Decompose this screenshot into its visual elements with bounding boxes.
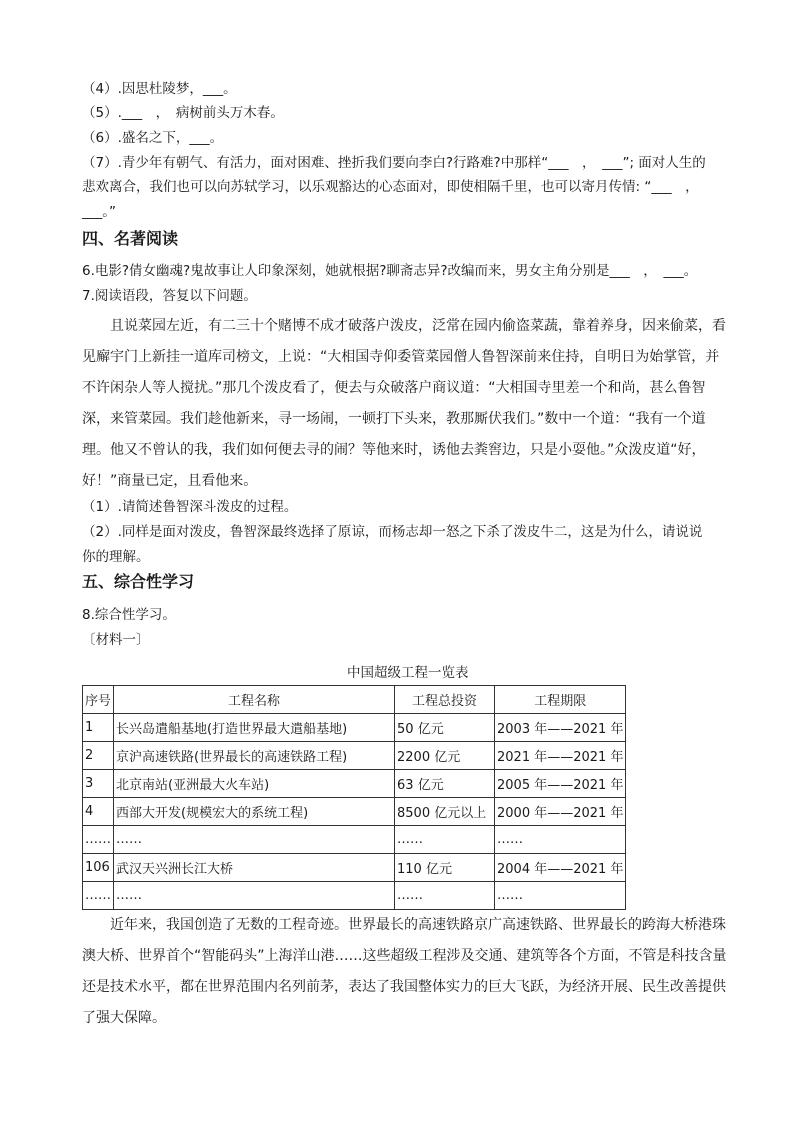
table-cell: ……	[83, 882, 114, 910]
question-7-1: （1）.请简述鲁智深斗泼皮的过程。	[82, 499, 298, 515]
poem-item-6: （6）.盛名之下，___。	[82, 130, 224, 146]
table-cell: 2004 年——2021 年	[495, 854, 626, 882]
paragraph-line: 澳大桥、世界首个“智能码头”上海洋山港……这些超级工程涉及交通、建筑等各个方面，不管是科技含量	[82, 948, 727, 964]
question-7: 7.阅读语段，答复以下问题。	[82, 288, 257, 304]
table-row	[83, 770, 626, 798]
table-cell: 2	[83, 742, 114, 770]
table-row	[83, 826, 626, 854]
column-header: 工程总投资	[395, 686, 495, 714]
table-header-row	[83, 686, 626, 714]
projects-table	[82, 685, 626, 910]
paragraph-line: 还是技术水平，都在世界范围内名列前茅，表达了我国整体实力的巨大飞跃，为经济开展、民生改善提供	[82, 979, 726, 995]
passage-line: 见廨宇门上新挂一道库司榜文，上说：“大相国寺仰委管菜园僧人鲁智深前来住持，自明日为始掌管，并	[82, 349, 720, 365]
closing-paragraph	[82, 915, 727, 1039]
table-cell: 106	[83, 854, 114, 882]
column-header: 序号	[83, 686, 114, 714]
table-cell: ……	[114, 826, 395, 854]
table-cell: 2021 年——2021 年	[495, 742, 626, 770]
table-cell: 武汉天兴洲长江大桥	[114, 854, 395, 882]
table-row	[83, 798, 626, 826]
reading-passage	[82, 316, 726, 502]
table-cell: ……	[495, 882, 626, 910]
paragraph-line: 近年来，我国创造了无数的工程奇迹。世界最长的高速铁路京广高速铁路、世界最长的跨海大桥港珠	[110, 917, 726, 933]
passage-line: 理。他又不曾认的我，我们如何便去寻的闹？等他来时，诱他去粪窖边，只是小耍他。”众泼皮道“好，	[82, 442, 706, 458]
table-caption: 中国超级工程一览表	[347, 665, 469, 681]
material-label: 〔材料一〕	[82, 632, 150, 648]
table-cell: 长兴岛遣船基地(打造世界最大遣船基地)	[114, 714, 395, 742]
poem-item-7: （7）.青少年有朝气、有活力，面对困难、挫折我们要向李白?行路难?中那样“___ ， ___”; 面对人生的	[82, 155, 706, 171]
question-7-2: （2）.同样是面对泼皮，鲁智深最终选择了原谅，而杨志却一怒之下杀了泼皮牛二，这是为什么，请说说	[82, 524, 703, 540]
poem-item-7-line3: ___。”	[82, 204, 116, 220]
table-cell: 2200 亿元	[395, 742, 495, 770]
passage-line: 且说菜园左近，有二三十个赌博不成才破落户泼皮，泛常在园内偷盗菜蔬，靠着养身，因来偷菜，看	[110, 318, 726, 334]
question-6: 6.电影?倩女幽魂?鬼故事让人印象深刻，她就根据?聊斋志异?改编而来，男女主角分别是___ ， ___。	[82, 263, 698, 279]
table-cell: 3	[83, 770, 114, 798]
table-cell: 110 亿元	[395, 854, 495, 882]
table-cell: 京沪高速铁路(世界最长的高速铁路工程)	[114, 742, 395, 770]
table-cell: ……	[395, 826, 495, 854]
table-cell: 50 亿元	[395, 714, 495, 742]
table-cell: 2000 年——2021 年	[495, 798, 626, 826]
paragraph-line: 了强大保障。	[82, 1010, 166, 1026]
column-header: 工程期限	[495, 686, 626, 714]
table-row	[83, 714, 626, 742]
table-cell: ……	[495, 826, 626, 854]
passage-line: 深，来管菜园。我们趁他新来，寻一场闹，一顿打下头来，教那厮伏我们。”数中一个道：“我有一个道	[82, 411, 706, 427]
table-cell: 2003 年——2021 年	[495, 714, 626, 742]
table-cell: ……	[395, 882, 495, 910]
table-row	[83, 882, 626, 910]
poem-item-7-line2: 悲欢离合，我们也可以向苏轼学习，以乐观豁达的心态面对，即使相隔千里，也可以寄月传情: “___ ，	[82, 179, 699, 195]
table-cell: 2005 年——2021 年	[495, 770, 626, 798]
table-cell: ……	[83, 826, 114, 854]
column-header: 工程名称	[114, 686, 395, 714]
section-heading-4: 四、名著阅读	[82, 229, 179, 248]
poem-item-4: （4）.因思杜陵梦，___。	[82, 81, 237, 97]
table-cell: 北京南站(亚洲最大火车站)	[114, 770, 395, 798]
table-row	[83, 742, 626, 770]
table-cell: 63 亿元	[395, 770, 495, 798]
passage-line: 不许闲杂人等人搅扰。”那几个泼皮看了，便去与众破落户商议道：“大相国寺里差一个和尚，甚么鲁智	[82, 380, 706, 396]
poem-item-5: （5）.___ ， 病树前头万木春。	[82, 105, 284, 121]
question-8: 8.综合性学习。	[82, 607, 176, 623]
table-cell: 西部大开发(规模宏大的系统工程)	[114, 798, 395, 826]
table-cell: 1	[83, 714, 114, 742]
table-cell: ……	[114, 882, 395, 910]
table-row	[83, 854, 626, 882]
passage-line: 好！”商量已定，且看他来。	[82, 473, 258, 489]
table-cell: 8500 亿元以上	[395, 798, 495, 826]
section-heading-5: 五、综合性学习	[82, 572, 195, 591]
question-7-2-line2: 你的理解。	[82, 549, 150, 565]
table-cell: 4	[83, 798, 114, 826]
